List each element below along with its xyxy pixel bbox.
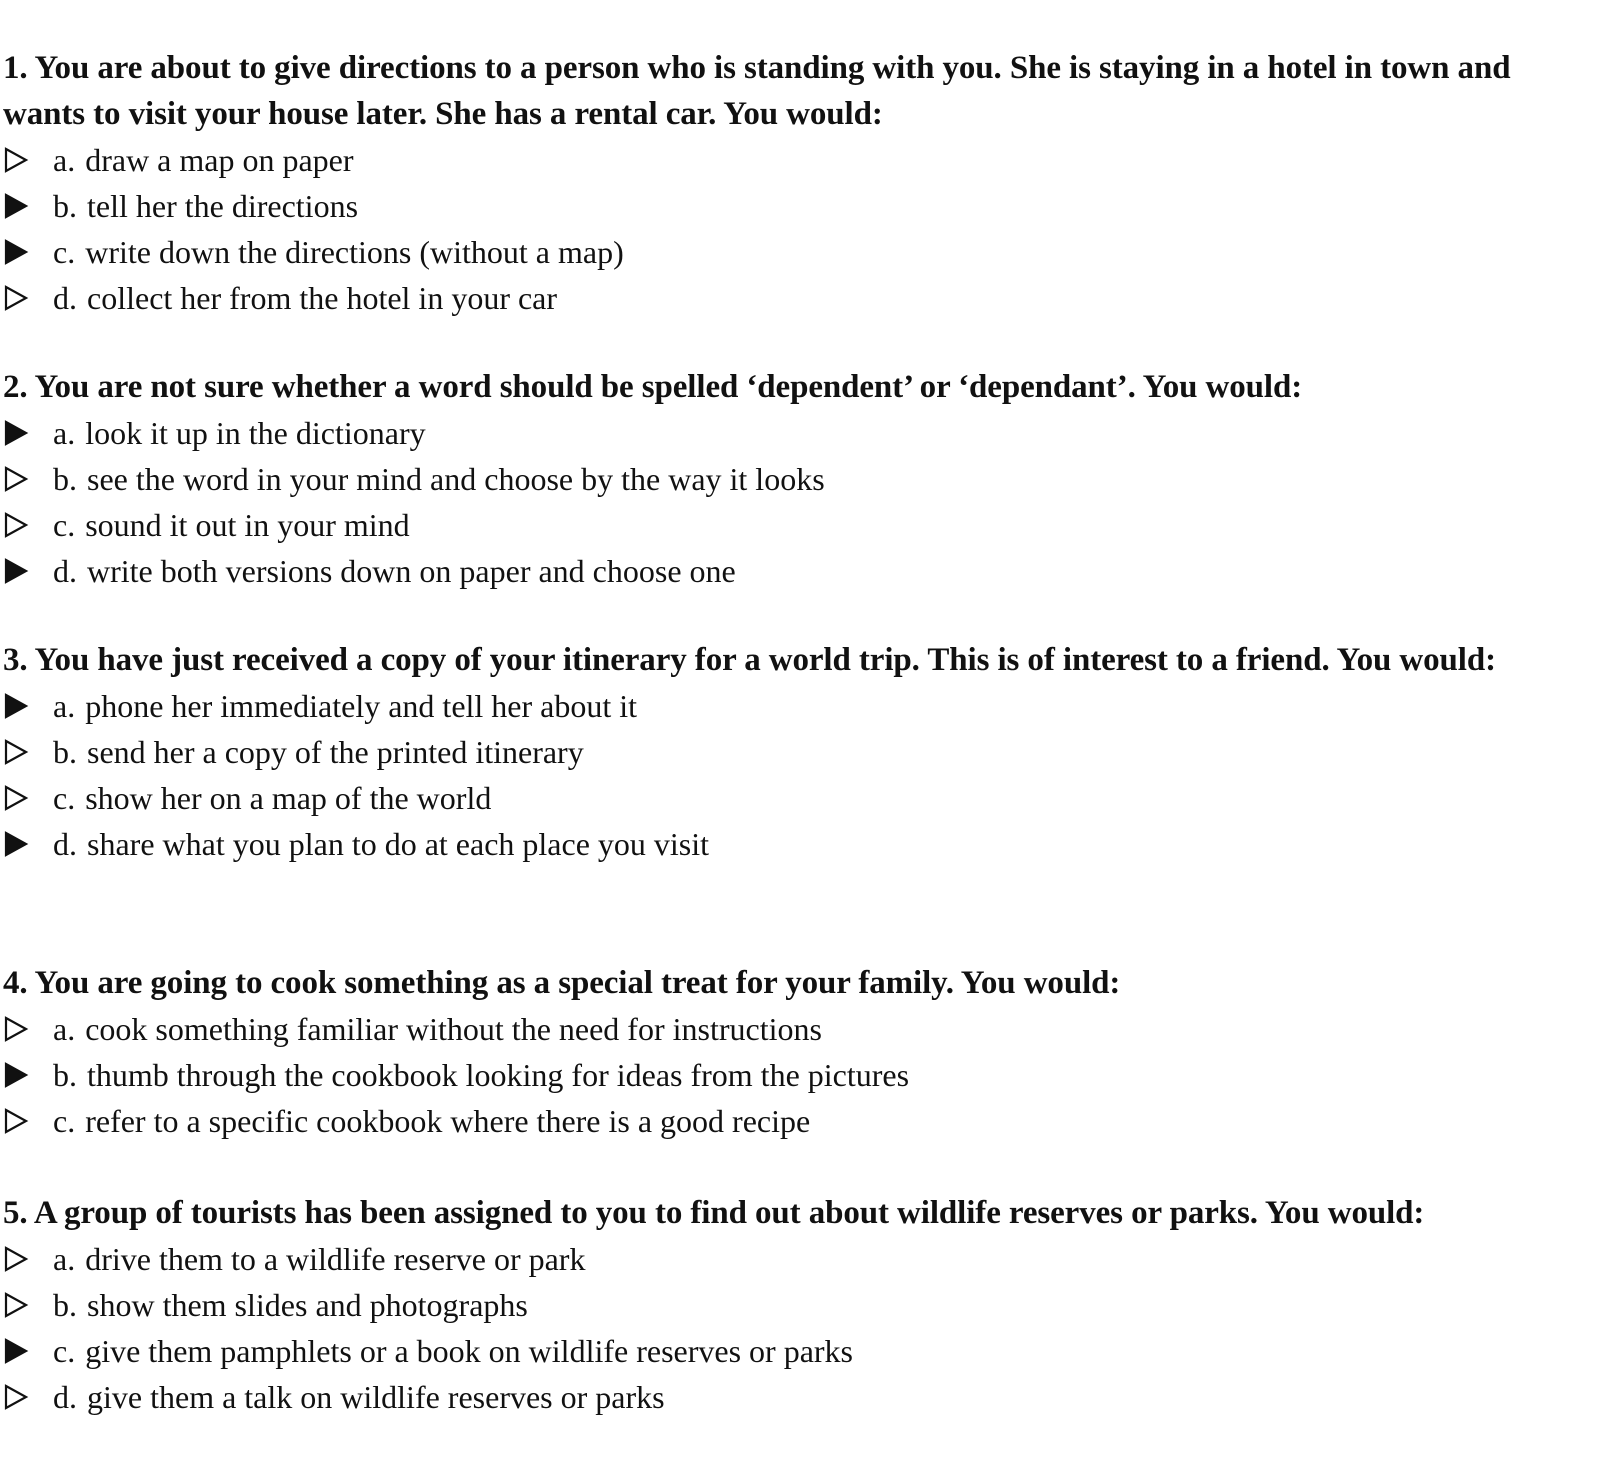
option-c[interactable]	[3, 229, 1593, 275]
option-letter: a.	[53, 1010, 76, 1047]
option-b[interactable]	[3, 729, 1593, 775]
option-text: phone her immediately and tell her about it	[85, 687, 638, 724]
triangle-filled-icon	[3, 1328, 53, 1374]
option-letter: d.	[53, 1378, 77, 1415]
option-letter: a.	[53, 687, 76, 724]
triangle-outline-icon	[3, 137, 53, 183]
option-letter: d.	[53, 279, 77, 316]
question-prompt: 1. You are about to give directions to a person who is standing with you. She is staying in a hotel in town and wants to visit your house later. She has a rental car. You would:	[3, 50, 1511, 132]
question-5	[3, 1190, 1593, 1420]
option-letter: c.	[53, 1332, 76, 1369]
option-text: share what you plan to do at each place you visit	[87, 825, 710, 862]
option-text: show them slides and photographs	[87, 1286, 528, 1323]
option-b[interactable]	[3, 1282, 1593, 1328]
option-d[interactable]	[3, 548, 1593, 594]
triangle-outline-icon	[3, 1098, 53, 1144]
triangle-outline-icon	[3, 275, 53, 321]
question-prompt: 2. You are not sure whether a word should be spelled ‘dependent’ or ‘dependant’. You would:	[3, 369, 1303, 405]
triangle-outline-icon	[3, 1006, 53, 1052]
triangle-filled-icon	[3, 183, 53, 229]
question-3	[3, 637, 1593, 867]
option-text: cook something familiar without the need for instructions	[85, 1010, 822, 1047]
option-c[interactable]	[3, 775, 1593, 821]
option-letter: a.	[53, 141, 76, 178]
triangle-filled-icon	[3, 548, 53, 594]
triangle-outline-icon	[3, 1282, 53, 1328]
triangle-outline-icon	[3, 1236, 53, 1282]
triangle-filled-icon	[3, 229, 53, 275]
options-list	[3, 1006, 1593, 1144]
option-a[interactable]	[3, 1236, 1593, 1282]
option-b[interactable]	[3, 183, 1593, 229]
question-1	[3, 45, 1593, 321]
options-list	[3, 683, 1593, 867]
option-letter: c.	[53, 506, 76, 543]
option-letter: b.	[53, 1056, 77, 1093]
option-a[interactable]	[3, 137, 1593, 183]
option-d[interactable]	[3, 821, 1593, 867]
question-4	[3, 960, 1593, 1144]
option-a[interactable]	[3, 410, 1593, 456]
option-text: give them a talk on wildlife reserves or parks	[87, 1378, 665, 1415]
option-text: give them pamphlets or a book on wildlife reserves or parks	[85, 1332, 853, 1369]
triangle-outline-icon	[3, 729, 53, 775]
question-prompt: 4. You are going to cook something as a special treat for your family. You would:	[3, 965, 1121, 1001]
option-letter: a.	[53, 1240, 76, 1277]
option-text: send her a copy of the printed itinerary	[87, 733, 584, 770]
option-text: sound it out in your mind	[85, 506, 410, 543]
option-letter: b.	[53, 1286, 77, 1323]
option-letter: c.	[53, 1102, 76, 1139]
question-2	[3, 364, 1593, 594]
option-letter: b.	[53, 460, 77, 497]
option-letter: d.	[53, 825, 77, 862]
question-prompt: 5. A group of tourists has been assigned to you to find out about wildlife reserves or parks. You would:	[3, 1195, 1425, 1231]
triangle-outline-icon	[3, 502, 53, 548]
option-a[interactable]	[3, 1006, 1593, 1052]
option-text: refer to a specific cookbook where there is a good recipe	[85, 1102, 811, 1139]
question-prompt: 3. You have just received a copy of your itinerary for a world trip. This is of interest to a friend. You would:	[3, 642, 1497, 678]
option-c[interactable]	[3, 1098, 1593, 1144]
triangle-outline-icon	[3, 775, 53, 821]
triangle-filled-icon	[3, 821, 53, 867]
option-c[interactable]	[3, 502, 1593, 548]
option-d[interactable]	[3, 275, 1593, 321]
option-text: draw a map on paper	[85, 141, 354, 178]
option-text: write both versions down on paper and choose one	[87, 552, 736, 589]
option-text: thumb through the cookbook looking for ideas from the pictures	[87, 1056, 910, 1093]
option-text: drive them to a wildlife reserve or park	[85, 1240, 586, 1277]
triangle-filled-icon	[3, 1052, 53, 1098]
option-text: see the word in your mind and choose by the way it looks	[87, 460, 825, 497]
options-list	[3, 137, 1593, 321]
options-list	[3, 1236, 1593, 1420]
option-text: look it up in the dictionary	[85, 414, 426, 451]
option-letter: c.	[53, 779, 76, 816]
triangle-outline-icon	[3, 1374, 53, 1420]
option-letter: d.	[53, 552, 77, 589]
option-letter: a.	[53, 414, 76, 451]
option-a[interactable]	[3, 683, 1593, 729]
option-text: tell her the directions	[87, 187, 359, 224]
option-text: show her on a map of the world	[85, 779, 492, 816]
option-text: write down the directions (without a map)	[85, 233, 624, 270]
option-b[interactable]	[3, 456, 1593, 502]
options-list	[3, 410, 1593, 594]
option-letter: b.	[53, 733, 77, 770]
triangle-outline-icon	[3, 456, 53, 502]
option-b[interactable]	[3, 1052, 1593, 1098]
triangle-filled-icon	[3, 683, 53, 729]
triangle-filled-icon	[3, 410, 53, 456]
option-d[interactable]	[3, 1374, 1593, 1420]
option-letter: c.	[53, 233, 76, 270]
option-text: collect her from the hotel in your car	[87, 279, 558, 316]
option-letter: b.	[53, 187, 77, 224]
option-c[interactable]	[3, 1328, 1593, 1374]
